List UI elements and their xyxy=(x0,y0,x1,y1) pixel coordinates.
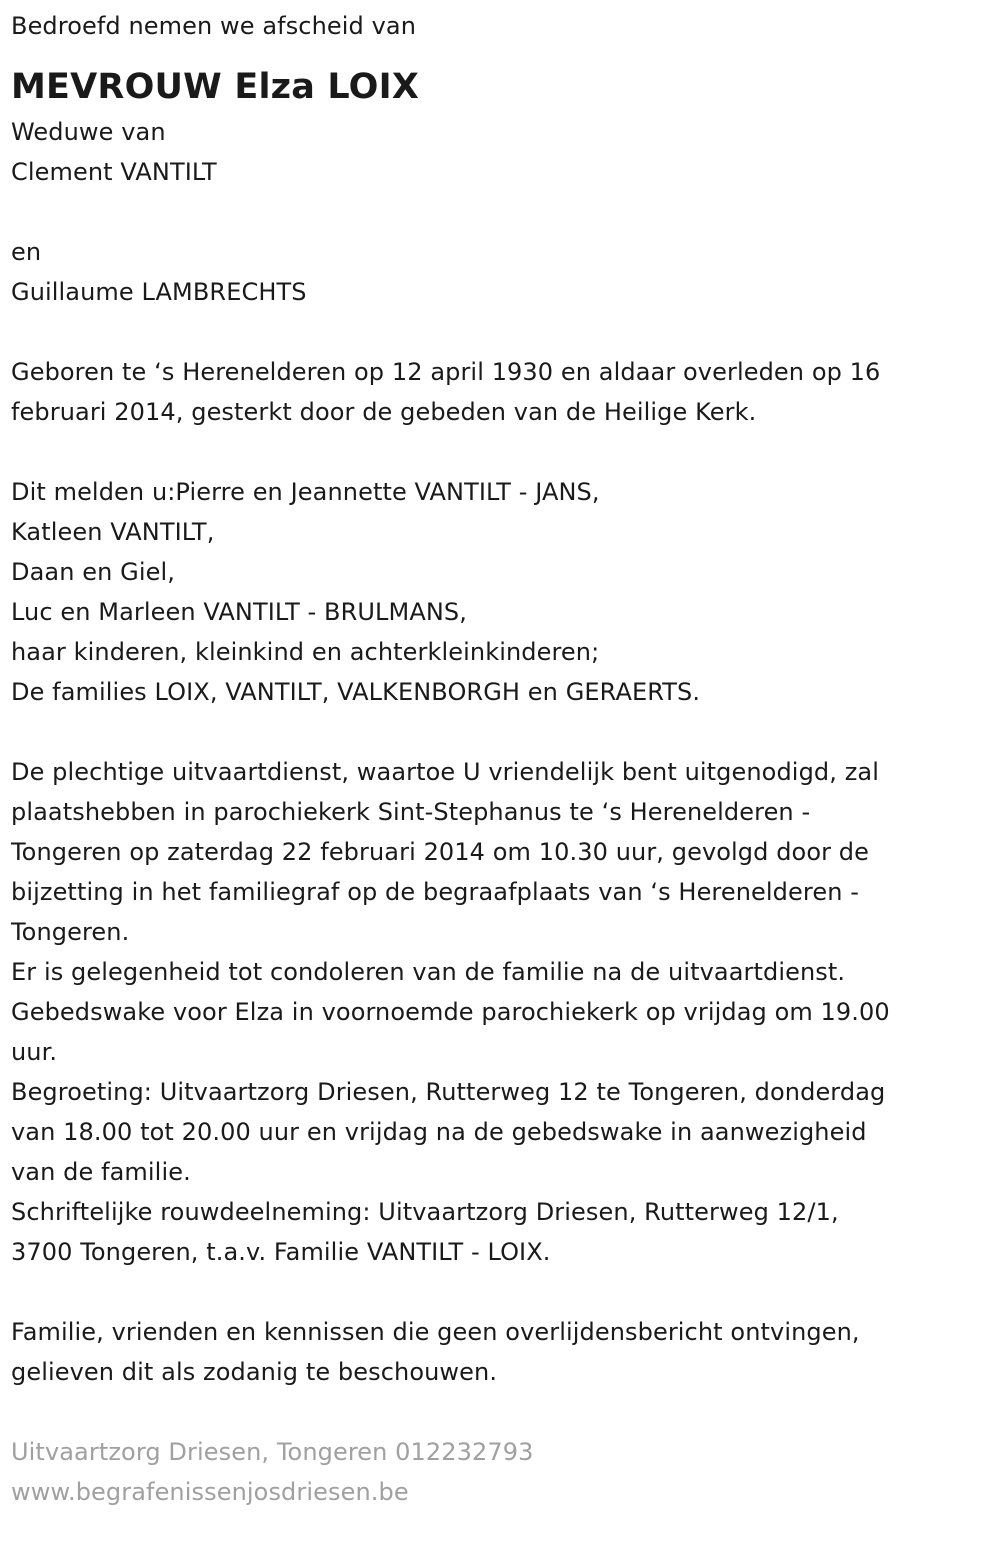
text-line: Daan en Giel, xyxy=(11,558,175,586)
text-line: Katleen VANTILT, xyxy=(11,518,215,546)
spacer xyxy=(11,1392,986,1432)
text-line: bijzetting in het familiegraf op de begraafplaats van ‘s Herenelderen - xyxy=(11,878,859,906)
text-line: De plechtige uitvaartdienst, waartoe U vriendelijk bent uitgenodigd, zal xyxy=(11,758,879,786)
spacer xyxy=(11,432,986,472)
text-line: Familie, vrienden en kennissen die geen overlijdensbericht ontvingen, xyxy=(11,1318,860,1346)
spouse-line-1: Weduwe van xyxy=(11,118,166,146)
footer-company: Uitvaartzorg Driesen, Tongeren 012232793 xyxy=(11,1438,534,1466)
text-line: Tongeren op zaterdag 22 februari 2014 om 10.30 uur, gevolgd door de xyxy=(11,838,869,866)
obituary-notice xyxy=(11,0,986,1512)
text-line: Begroeting: Uitvaartzorg Driesen, Rutterweg 12 te Tongeren, donderdag xyxy=(11,1078,886,1106)
footer xyxy=(11,1432,986,1512)
spacer xyxy=(11,312,986,352)
announcers-paragraph xyxy=(11,472,986,712)
text-line: Geboren te ‘s Herenelderen op 12 april 1930 en aldaar overleden op 16 xyxy=(11,358,881,386)
text-line: van de familie. xyxy=(11,1158,191,1186)
intro-text: Bedroefd nemen we afscheid van xyxy=(11,12,417,40)
text-line: gelieven dit als zodanig te beschouwen. xyxy=(11,1358,498,1386)
spacer xyxy=(11,712,986,752)
spouse-line-2: Clement VANTILT xyxy=(11,158,217,186)
spacer xyxy=(11,192,986,232)
birth-death-paragraph xyxy=(11,352,986,432)
notice-paragraph xyxy=(11,1312,986,1392)
spouse-line-3: en xyxy=(11,238,42,266)
text-line: februari 2014, gesterkt door de gebeden van de Heilige Kerk. xyxy=(11,398,757,426)
text-line: Tongeren. xyxy=(11,918,130,946)
text-line: haar kinderen, kleinkind en achterkleinkinderen; xyxy=(11,638,600,666)
text-line: 3700 Tongeren, t.a.v. Familie VANTILT - LOIX. xyxy=(11,1238,551,1266)
text-line: Er is gelegenheid tot condoleren van de familie na de uitvaartdienst. xyxy=(11,958,846,986)
footer-website: www.begrafenissenjosdriesen.be xyxy=(11,1478,409,1506)
text-line: Luc en Marleen VANTILT - BRULMANS, xyxy=(11,598,467,626)
text-line: uur. xyxy=(11,1038,58,1066)
spacer xyxy=(11,1272,986,1312)
text-line: Schriftelijke rouwdeelneming: Uitvaartzorg Driesen, Rutterweg 12/1, xyxy=(11,1198,839,1226)
text-line: Dit melden u:Pierre en Jeannette VANTILT - JANS, xyxy=(11,478,600,506)
text-line: van 18.00 tot 20.00 uur en vrijdag na de gebedswake in aanwezigheid xyxy=(11,1118,867,1146)
text-line: De families LOIX, VANTILT, VALKENBORGH en GERAERTS. xyxy=(11,678,701,706)
text-line: plaatshebben in parochiekerk Sint-Stephanus te ‘s Herenelderen - xyxy=(11,798,811,826)
spouse-line-4: Guillaume LAMBRECHTS xyxy=(11,278,307,306)
deceased-name: MEVROUW Elza LOIX xyxy=(11,67,420,107)
text-line: Gebedswake voor Elza in voornoemde parochiekerk op vrijdag om 19.00 xyxy=(11,998,890,1026)
ceremony-paragraph xyxy=(11,752,986,1272)
